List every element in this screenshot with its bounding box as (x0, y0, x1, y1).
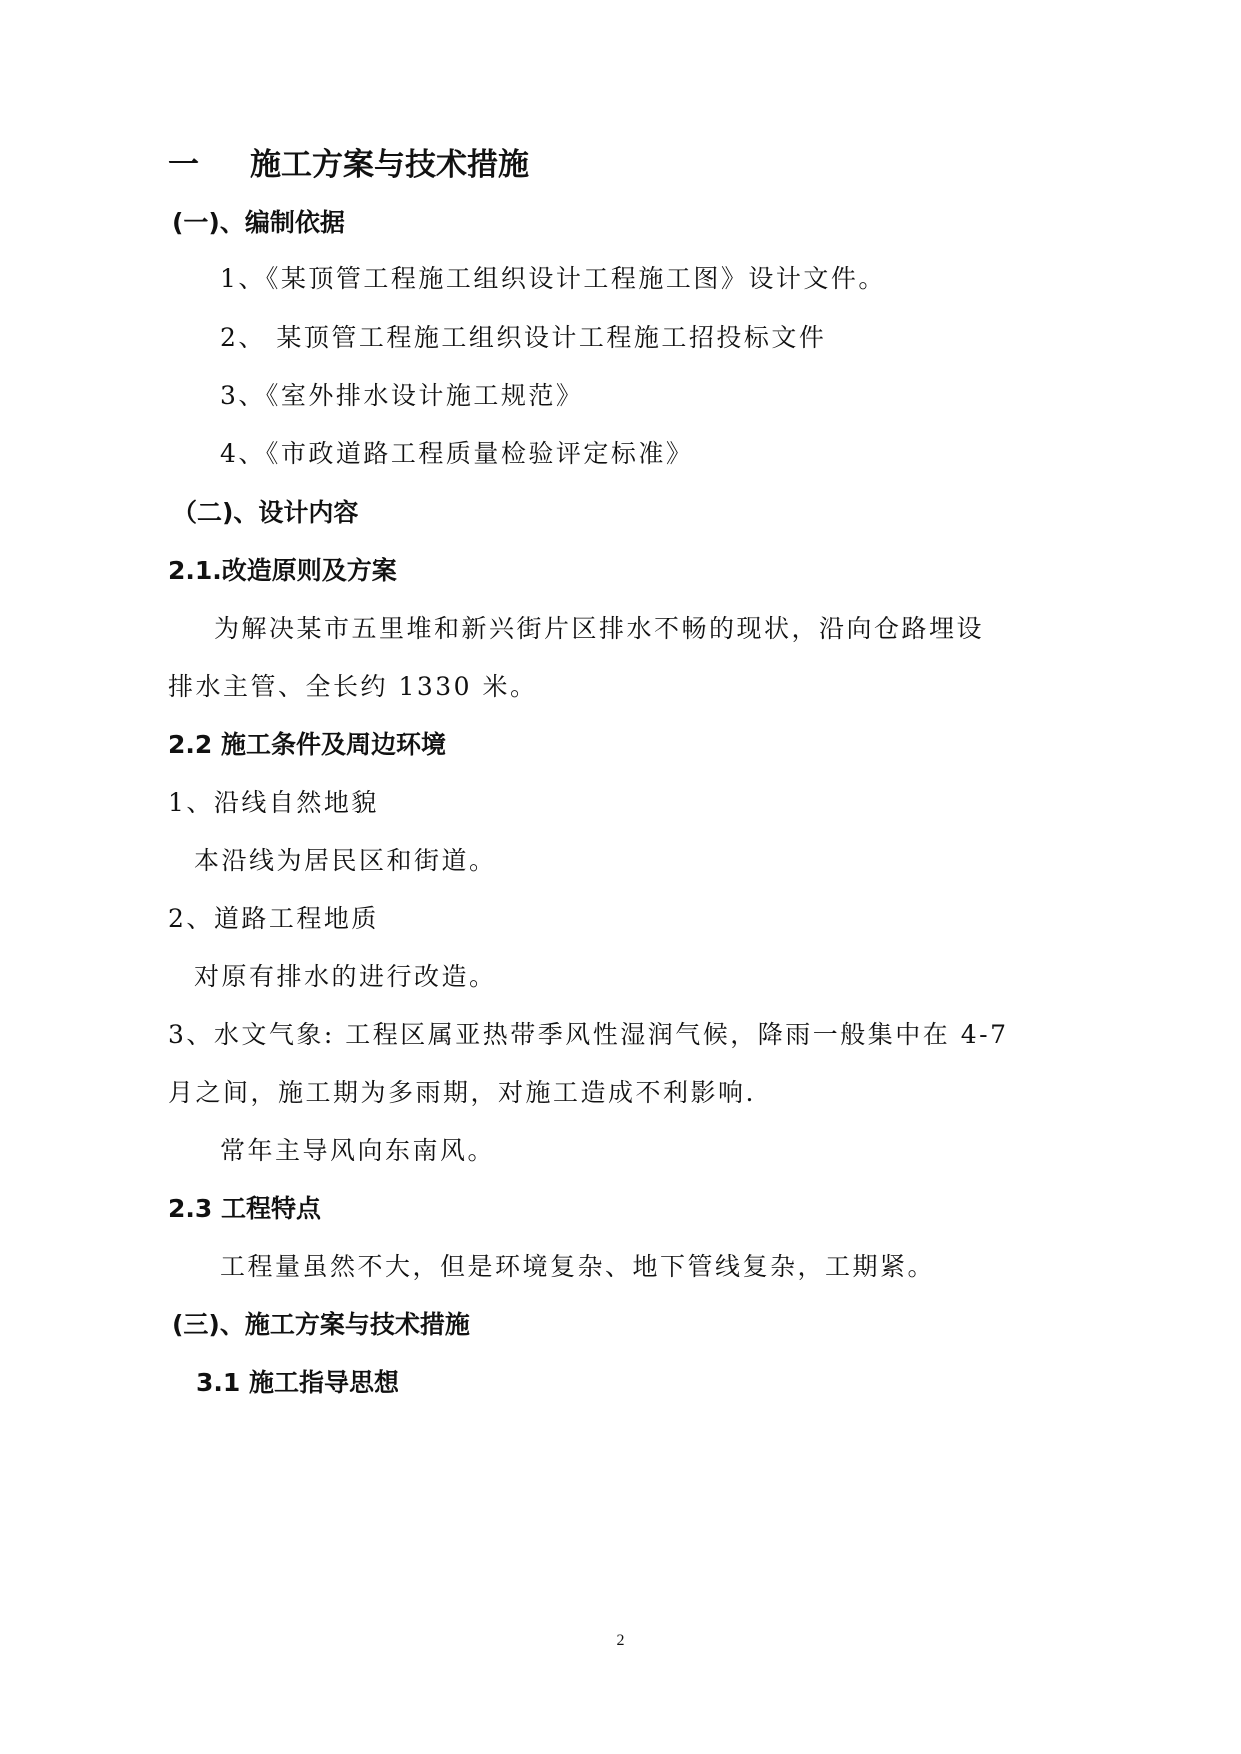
section-heading: (三)、施工方案与技术措施 (172, 1310, 470, 1339)
reference-item: 2、 某顶管工程施工组织设计工程施工招投标文件 (220, 323, 827, 352)
paragraph-line: 常年主导风向东南风。 (220, 1136, 496, 1165)
section-heading: （二)、设计内容 (172, 498, 359, 527)
section-heading: (一)、编制依据 (172, 208, 345, 237)
paragraph-line: 为解决某市五里堆和新兴街片区排水不畅的现状，沿向仓路埋设 (214, 614, 985, 643)
paragraph-line: 工程量虽然不大，但是环境复杂、地下管线复杂，工期紧。 (220, 1252, 936, 1281)
list-item: 2、道路工程地质 (168, 904, 379, 933)
chapter-title-text: 施工方案与技术措施 (250, 147, 529, 183)
subsection-heading: 2.3 工程特点 (168, 1194, 321, 1223)
reference-item: 3、《室外排水设计施工规范》 (220, 381, 584, 410)
list-item: 1、沿线自然地貌 (168, 788, 379, 817)
paragraph-line: 本沿线为居民区和街道。 (194, 846, 497, 875)
paragraph-line: 月之间，施工期为多雨期，对施工造成不利影响. (168, 1078, 756, 1107)
page-number: 2 (616, 1632, 625, 1649)
subsection-heading: 2.1.改造原则及方案 (168, 556, 397, 585)
reference-item: 1、《某顶管工程施工组织设计工程施工图》设计文件。 (220, 264, 886, 293)
subsection-heading: 2.2 施工条件及周边环境 (168, 730, 446, 759)
paragraph-line: 3、水文气象: 工程区属亚热带季风性湿润气候，降雨一般集中在 4-7 (168, 1020, 1009, 1049)
chapter-title (168, 147, 529, 183)
reference-item: 4、《市政道路工程质量检验评定标准》 (220, 439, 694, 468)
chapter-number: 一 (168, 147, 199, 183)
subsection-heading: 3.1 施工指导思想 (196, 1368, 399, 1397)
paragraph-line: 排水主管、全长约 1330 米。 (168, 672, 538, 701)
paragraph-line: 对原有排水的进行改造。 (194, 962, 497, 991)
